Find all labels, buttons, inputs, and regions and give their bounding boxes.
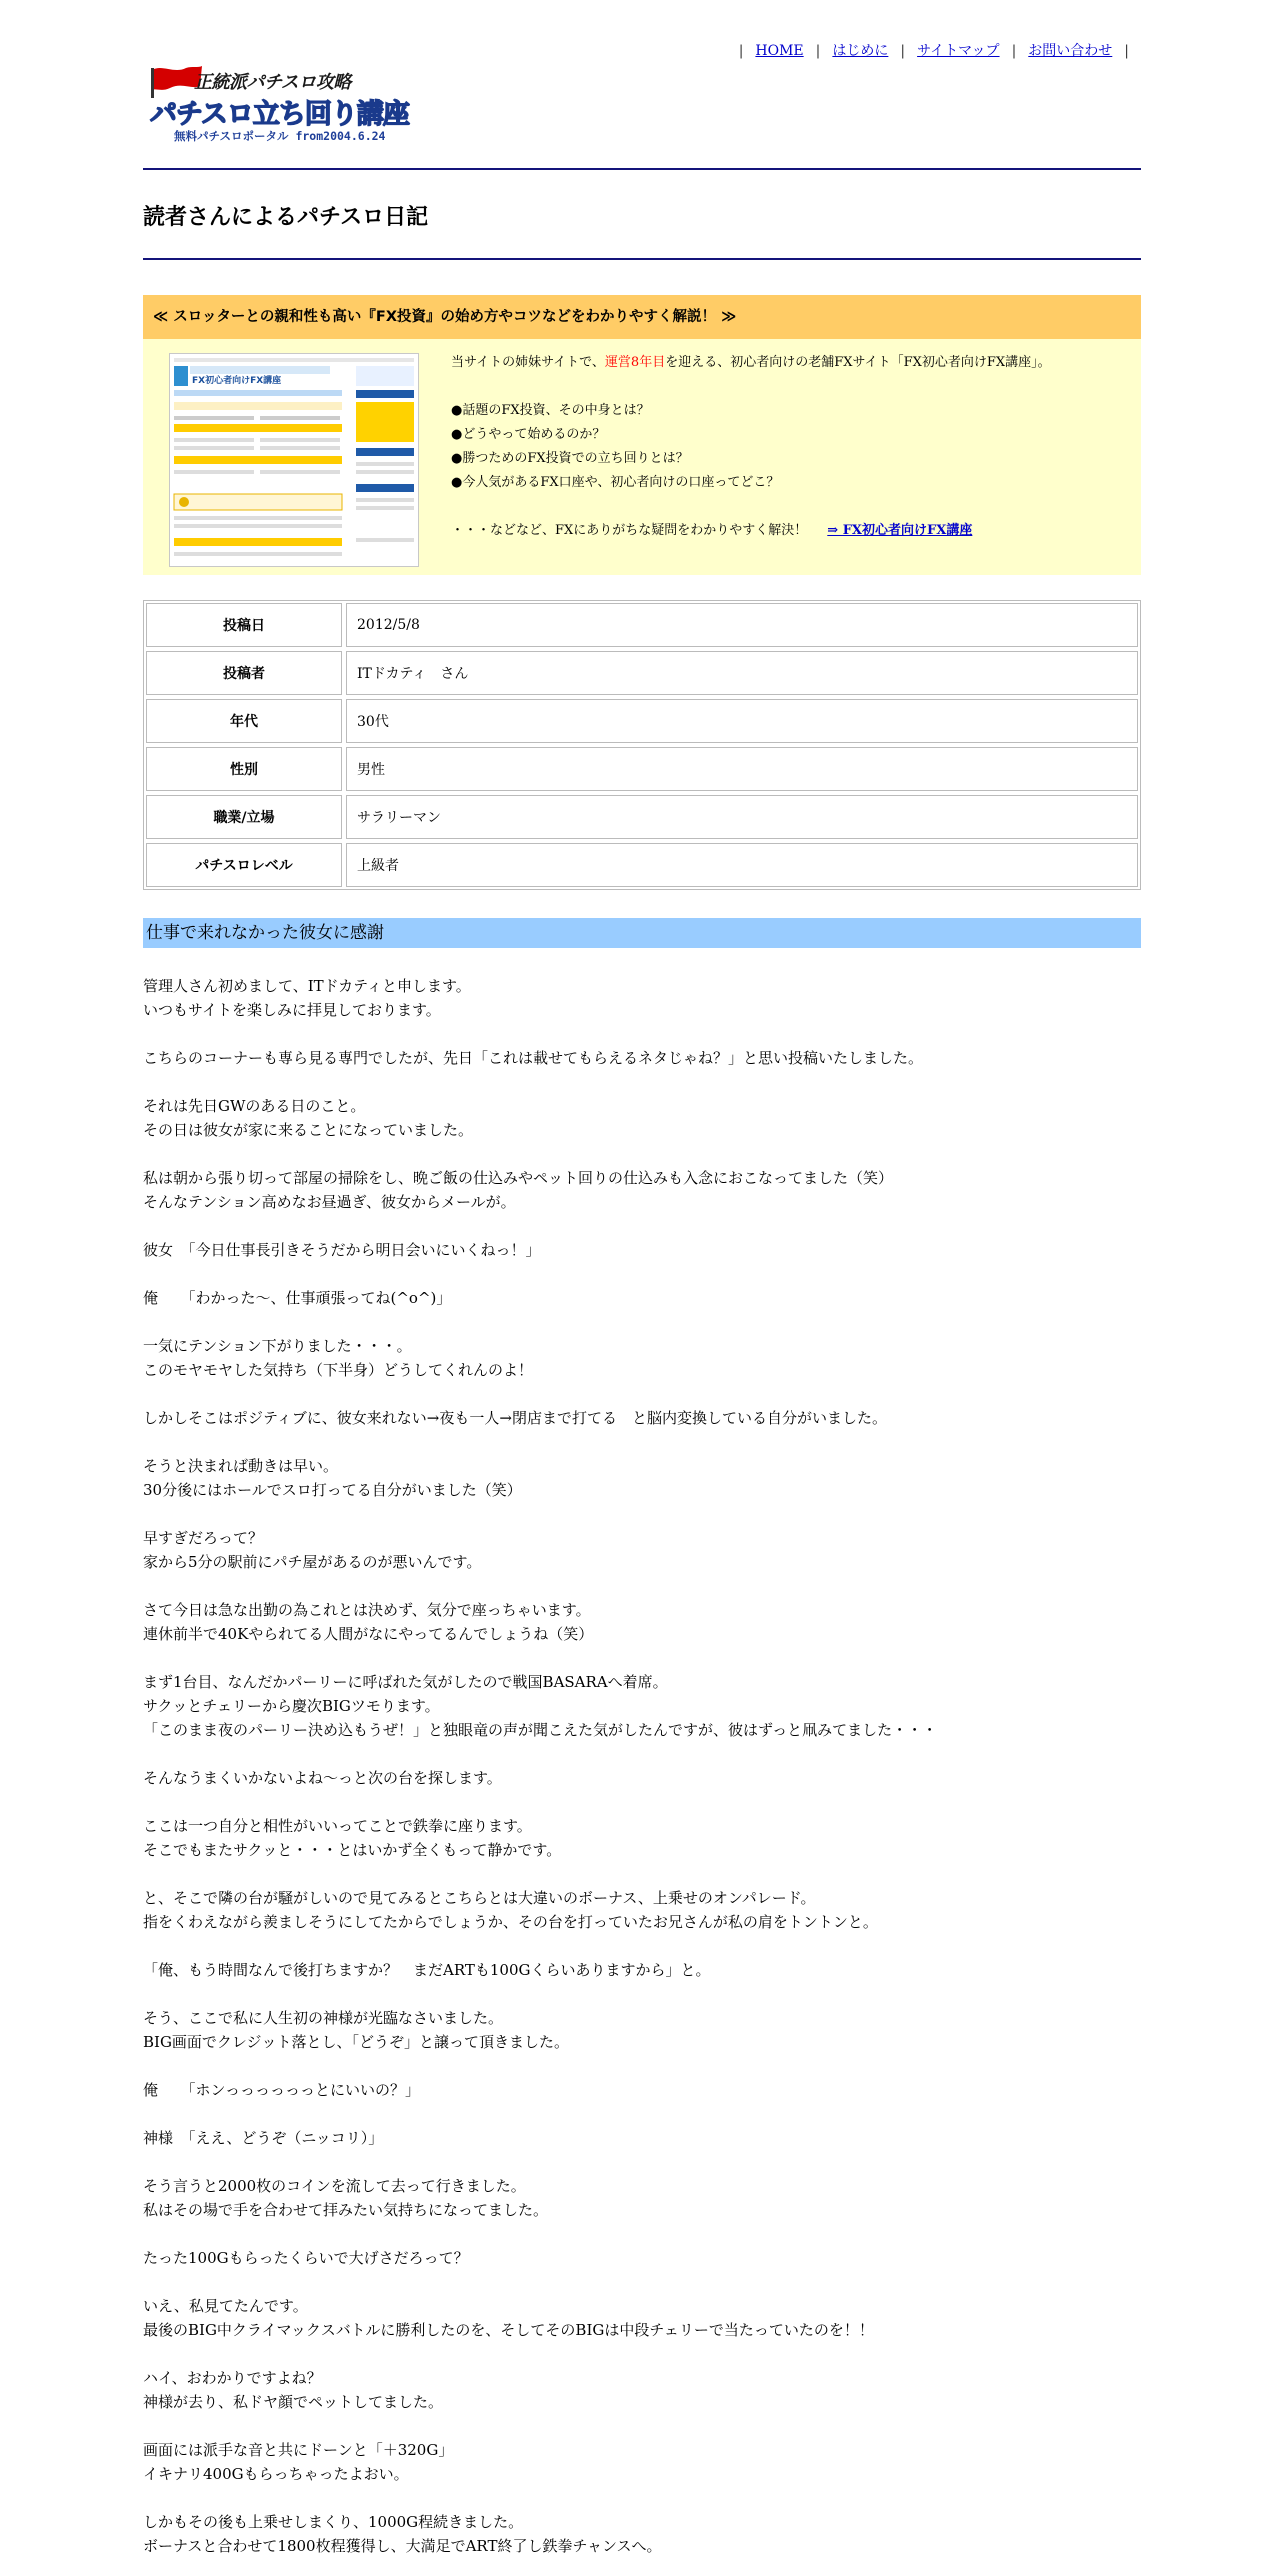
article-paragraph-line: と、そこで隣の台が騒がしいので見てみるとこちらとは大違いのボーナス、上乗せのオンパレード。: [143, 1889, 816, 1907]
article-paragraph-line: 「このまま夜のパーリー決め込もうぜ！」と独眼竜の声が聞こえた気がしたんですが、彼はずっと凧みてました・・・: [143, 1721, 938, 1739]
article-paragraph-line: 「俺、もう時間なんで後打ちますか？ まだARTも100Gくらいありますから」と。: [143, 1961, 711, 1979]
article-paragraph-line: 早すぎだろって？: [143, 1529, 264, 1547]
article-paragraph-line: 私はその場で手を合わせて拝みたい気持ちになってました。: [143, 2201, 549, 2219]
profile-label: 性別: [146, 747, 342, 791]
site-logo[interactable]: [146, 60, 409, 143]
article-paragraph-line: [143, 2222, 1141, 2246]
article-paragraph-line: 私は朝から張り切って部屋の掃除をし、晩ご飯の仕込みやペット回りの仕込みも入念におこなってました（笑）: [143, 1169, 894, 1187]
profile-row: [146, 603, 1138, 647]
article-paragraph-line: [143, 2102, 1141, 2126]
title-divider: [143, 258, 1141, 260]
article-paragraph-line: 一気にテンション下がりました・・・。: [143, 1337, 412, 1355]
article-paragraph-line: こちらのコーナーも専ら見る専門でしたが、先日「これは載せてもらえるネタじゃね？」と思い投稿いたしました。: [143, 1049, 924, 1067]
profile-label: 投稿者: [146, 651, 342, 695]
article-paragraph-line: まず1台目、なんだかパーリーに呼ばれた気がしたので戦国BASARAへ着席。: [143, 1673, 668, 1691]
logo-title: パチスロ立ち回り講座: [150, 99, 409, 130]
article-paragraph-line: BIG画面でクレジット落とし、「どうぞ」と譲って頂きました。: [143, 2033, 570, 2051]
page-title: 読者さんによるパチスロ日記: [143, 205, 429, 230]
top-navigation: | HOME | はじめに | サイトマップ | お問い合わせ |: [738, 43, 1129, 59]
logo-tagline: 正統派パチスロ攻略: [194, 72, 351, 93]
article-paragraph-line: 連休前半で40Kやられてる人間がなにやってるんでしょうね（笑）: [143, 1625, 594, 1643]
profile-label: パチスロレベル: [146, 843, 342, 887]
article-paragraph-line: [143, 1646, 1141, 1670]
article-paragraph-line: [143, 2150, 1141, 2174]
article-paragraph-line: しかしそこはポジティブに、彼女来れない→夜も一人→閉店まで打てる と脳内変換している自分がいました。: [143, 1409, 887, 1427]
article-paragraph-line: [143, 1382, 1141, 1406]
article-paragraph-line: [143, 2342, 1141, 2366]
article-paragraph-line: このモヤモヤした気持ち（下半身）どうしてくれんのよ！: [143, 1361, 534, 1379]
article-paragraph-line: さて今日は急な出勤の為これとは決めず、気分で座っちゃいます。: [143, 1601, 591, 1619]
promo-closing: ・・・などなど、FXにありがちな疑問をわかりやすく解決！ ⇒ FX初心者向けFX講座: [451, 523, 973, 538]
promo-thumbnail[interactable]: [169, 353, 419, 567]
profile-row: [146, 651, 1138, 695]
article-paragraph-line: 神様 「ええ、どうぞ（ニッコリ）」: [143, 2129, 384, 2147]
profile-value: 2012/5/8: [346, 603, 1138, 647]
nav-home-link[interactable]: HOME: [755, 43, 804, 59]
article-paragraph-line: 画面には派手な音と共にドーンと「＋320G」: [143, 2441, 454, 2459]
article-paragraph-line: それは先日GWのある日のこと。: [143, 1097, 366, 1115]
article-paragraph-line: 管理人さん初めまして、ITドカティと申します。: [143, 977, 471, 995]
site-preview-image: [170, 354, 418, 566]
article-paragraph-line: その日は彼女が家に来ることになっていました。: [143, 1121, 474, 1139]
article-paragraph-line: 俺 「ホンっっっっっっとにいいの？」: [143, 2081, 421, 2099]
profile-row: [146, 843, 1138, 887]
article-paragraph-line: [143, 1502, 1141, 1526]
promo-text: [451, 351, 1051, 543]
promo-highlight: 運営8年目: [604, 355, 666, 370]
article-paragraph-line: ハイ、おわかりですよね？: [143, 2369, 322, 2387]
article-paragraph-line: サクッとチェリーから慶次BIGツモります。: [143, 1697, 440, 1715]
article-paragraph-line: [143, 1310, 1141, 1334]
article-paragraph-line: [143, 1742, 1141, 1766]
article-paragraph-line: そう言うと2000枚のコインを流して去って行きました。: [143, 2177, 526, 2195]
nav-sitemap-link[interactable]: サイトマップ: [917, 43, 1000, 59]
profile-row: [146, 747, 1138, 791]
promo-bullet: ●どうやって始めるのか？: [451, 427, 606, 442]
article-paragraph-line: [143, 1214, 1141, 1238]
article-paragraph-line: [143, 1862, 1141, 1886]
profile-row: [146, 795, 1138, 839]
article-body: [143, 974, 1141, 2558]
promo-bullet: ●今人気があるFX口座や、初心者向けの口座ってどこ？: [451, 475, 780, 490]
author-profile-table: [143, 600, 1141, 890]
profile-row: [146, 699, 1138, 743]
nav-contact-link[interactable]: お問い合わせ: [1028, 43, 1113, 59]
article-paragraph-line: [143, 2054, 1141, 2078]
article-paragraph-line: 最後のBIG中クライマックスバトルに勝利したのを、そしてそのBIGは中段チェリーで当たっていたのを！！: [143, 2321, 874, 2339]
profile-label: 投稿日: [146, 603, 342, 647]
fx-course-link[interactable]: ⇒ FX初心者向けFX講座: [827, 523, 973, 538]
profile-value: 男性: [346, 747, 1138, 791]
article-paragraph-line: [143, 1262, 1141, 1286]
article-paragraph-line: 彼女 「今日仕事長引きそうだから明日会いにいくねっ！」: [143, 1241, 541, 1259]
article-paragraph-line: そんなうまくいかないよね～っと次の台を探します。: [143, 1769, 502, 1787]
profile-value: サラリーマン: [346, 795, 1138, 839]
promo-heading: ≪ スロッターとの親和性も高い『FX投資』の始め方やコツなどをわかりやすく解説！ ≫: [143, 295, 1141, 339]
article-paragraph-line: [143, 2486, 1141, 2510]
article-paragraph-line: いつもサイトを楽しみに拝見しております。: [143, 1001, 441, 1019]
header-divider: [143, 168, 1141, 170]
profile-value: 30代: [346, 699, 1138, 743]
article-paragraph-line: [143, 1790, 1141, 1814]
nav-intro-link[interactable]: はじめに: [832, 43, 889, 59]
svg-text:FX初心者向けFX講座: FX初心者向けFX講座: [192, 376, 282, 386]
article-paragraph-line: そんなテンション高めなお昼過ぎ、彼女からメールが。: [143, 1193, 516, 1211]
article-paragraph-line: 指をくわえながら羨ましそうにしてたからでしょうか、その台を打っていたお兄さんが私の肩をトントンと。: [143, 1913, 878, 1931]
article-paragraph-line: [143, 1982, 1141, 2006]
article-paragraph-line: たった100Gもらったくらいで大げさだろって？: [143, 2249, 469, 2267]
article-paragraph-line: イキナリ400Gもらっちゃったよおい。: [143, 2465, 409, 2483]
article-paragraph-line: [143, 2414, 1141, 2438]
article-paragraph-line: しかもその後も上乗せしまくり、1000G程続きました。: [143, 2513, 524, 2531]
article-paragraph-line: 30分後にはホールでスロ打ってる自分がいました（笑）: [143, 1481, 522, 1499]
logo-subtitle: 無料パチスロポータル from2004.6.24: [174, 129, 386, 143]
article-paragraph-line: [143, 1142, 1141, 1166]
article-heading: 仕事で来れなかった彼女に感謝: [143, 918, 1141, 948]
article-paragraph-line: 俺 「わかった～、仕事頑張ってね(^o^)」: [143, 1289, 452, 1307]
article-paragraph-line: そう、ここで私に人生初の神様が光臨なさいました。: [143, 2009, 504, 2027]
article-paragraph-line: ボーナスと合わせて1800枚程獲得し、大満足でART終了し鉄拳チャンスへ。: [143, 2537, 662, 2555]
promo-box: [143, 295, 1141, 575]
profile-value: 上級者: [346, 843, 1138, 887]
article-paragraph-line: [143, 1022, 1141, 1046]
article-paragraph-line: [143, 1430, 1141, 1454]
article-paragraph-line: 神様が去り、私ドヤ顔でペットしてました。: [143, 2393, 444, 2411]
promo-bullet: ●勝つためのFX投資での立ち回りとは？: [451, 451, 689, 466]
article-paragraph-line: [143, 1574, 1141, 1598]
profile-label: 職業/立場: [146, 795, 342, 839]
profile-value: ITドカティ さん: [346, 651, 1138, 695]
article-paragraph-line: 家から5分の駅前にパチ屋があるのが悪いんです。: [143, 1553, 482, 1571]
article-paragraph-line: [143, 1934, 1141, 1958]
profile-label: 年代: [146, 699, 342, 743]
article-paragraph-line: [143, 2270, 1141, 2294]
promo-bullet: ●話題のFX投資、その中身とは？: [451, 403, 650, 418]
article-paragraph-line: そこでもまたサクッと・・・とはいかず全くもって静かです。: [143, 1841, 562, 1859]
promo-intro: 当サイトの姉妹サイトで、運営8年目を迎える、初心者向けの老舗FXサイト「FX初心者向けFX講座」。: [451, 355, 1051, 370]
article-paragraph-line: ここは一つ自分と相性がいいってことで鉄拳に座ります。: [143, 1817, 532, 1835]
article-paragraph-line: いえ、私見てたんです。: [143, 2297, 308, 2315]
article-paragraph-line: そうと決まれば動きは早い。: [143, 1457, 339, 1475]
article-paragraph-line: [143, 1070, 1141, 1094]
